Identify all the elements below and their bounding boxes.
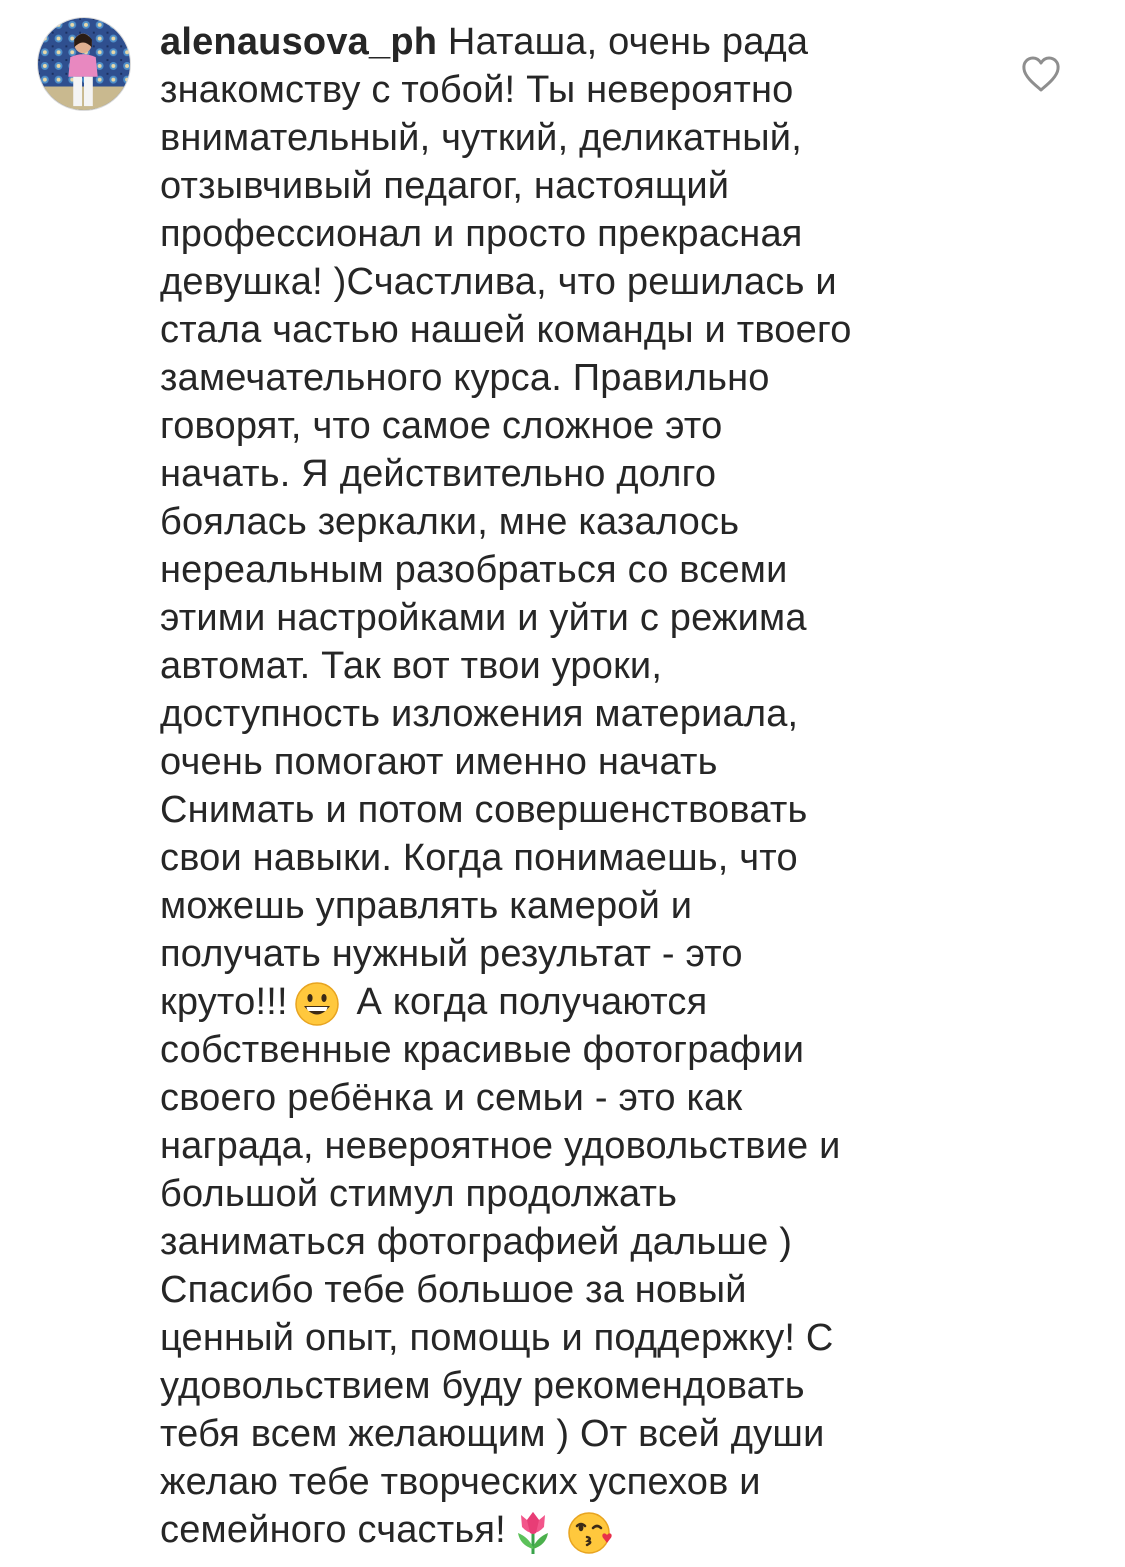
comment-line: начать. Я действительно долго xyxy=(160,453,717,495)
user-avatar[interactable] xyxy=(37,17,131,111)
comment-line: тебя всем желающим ) От всей души xyxy=(160,1413,825,1455)
like-button[interactable] xyxy=(1020,54,1062,94)
grinning-face-emoji xyxy=(294,981,340,1027)
comment-line: своего ребёнка и семьи - это как xyxy=(160,1077,743,1119)
heart-outline-icon xyxy=(1020,54,1062,94)
comment-line: знакомству с тобой! Ты невероятно xyxy=(160,69,794,111)
comment-line: автомат. Так вот твои уроки, xyxy=(160,645,663,687)
comment-line: удовольствием буду рекомендовать xyxy=(160,1365,805,1407)
comment-line: Снимать и потом совершенствовать xyxy=(160,789,808,831)
comment-text-segment: А когда получаются xyxy=(356,981,708,1023)
comment-line: замечательного курса. Правильно xyxy=(160,357,770,399)
comment-line: Спасибо тебе большое за новый xyxy=(160,1269,747,1311)
comment-text-segment: Наташа, очень рада xyxy=(447,21,809,63)
comment-line: можешь управлять камерой и xyxy=(160,885,693,927)
comment-line: получать нужный результат - это xyxy=(160,933,743,975)
comment-line: большой стимул продолжать xyxy=(160,1173,678,1215)
face-blowing-kiss-emoji xyxy=(566,1509,616,1555)
comment-line xyxy=(160,1506,960,1554)
comment-line xyxy=(160,18,960,66)
avatar-photo-icon xyxy=(38,18,130,110)
comment-line: ценный опыт, помощь и поддержку! С xyxy=(160,1317,834,1359)
comment-line: желаю тебе творческих успехов и xyxy=(160,1461,761,1503)
comment-line: очень помогают именно начать xyxy=(160,741,718,783)
comment-text-segment: семейного счастья! xyxy=(160,1509,506,1551)
comment-text-segment: круто!!! xyxy=(160,981,288,1023)
comment-line: нереальным разобраться со всеми xyxy=(160,549,788,591)
comment-line: собственные красивые фотографии xyxy=(160,1029,805,1071)
comment-line: заниматься фотографией дальше ) xyxy=(160,1221,793,1263)
comment-line: внимательный, чуткий, деликатный, xyxy=(160,117,802,159)
comment-line: этими настройками и уйти с режима xyxy=(160,597,807,639)
comment-text xyxy=(160,18,960,1554)
comment-line: профессионал и просто прекрасная xyxy=(160,213,803,255)
tulip-emoji xyxy=(512,1509,554,1555)
comment-line: отзывчивый педагог, настоящий xyxy=(160,165,730,207)
comment-line: стала частью нашей команды и твоего xyxy=(160,309,852,351)
comment-line: девушка! )Счастлива, что решилась и xyxy=(160,261,837,303)
comment-line: говорят, что самое сложное это xyxy=(160,405,723,447)
comment-line: награда, невероятное удовольствие и xyxy=(160,1125,841,1167)
comment-username[interactable]: alenausova_ph xyxy=(160,21,438,63)
comment-line: боялась зеркалки, мне казалось xyxy=(160,501,740,543)
comment-line: свои навыки. Когда понимаешь, что xyxy=(160,837,798,879)
comment-line: доступность изложения материала, xyxy=(160,693,799,735)
comment-line xyxy=(160,978,960,1026)
